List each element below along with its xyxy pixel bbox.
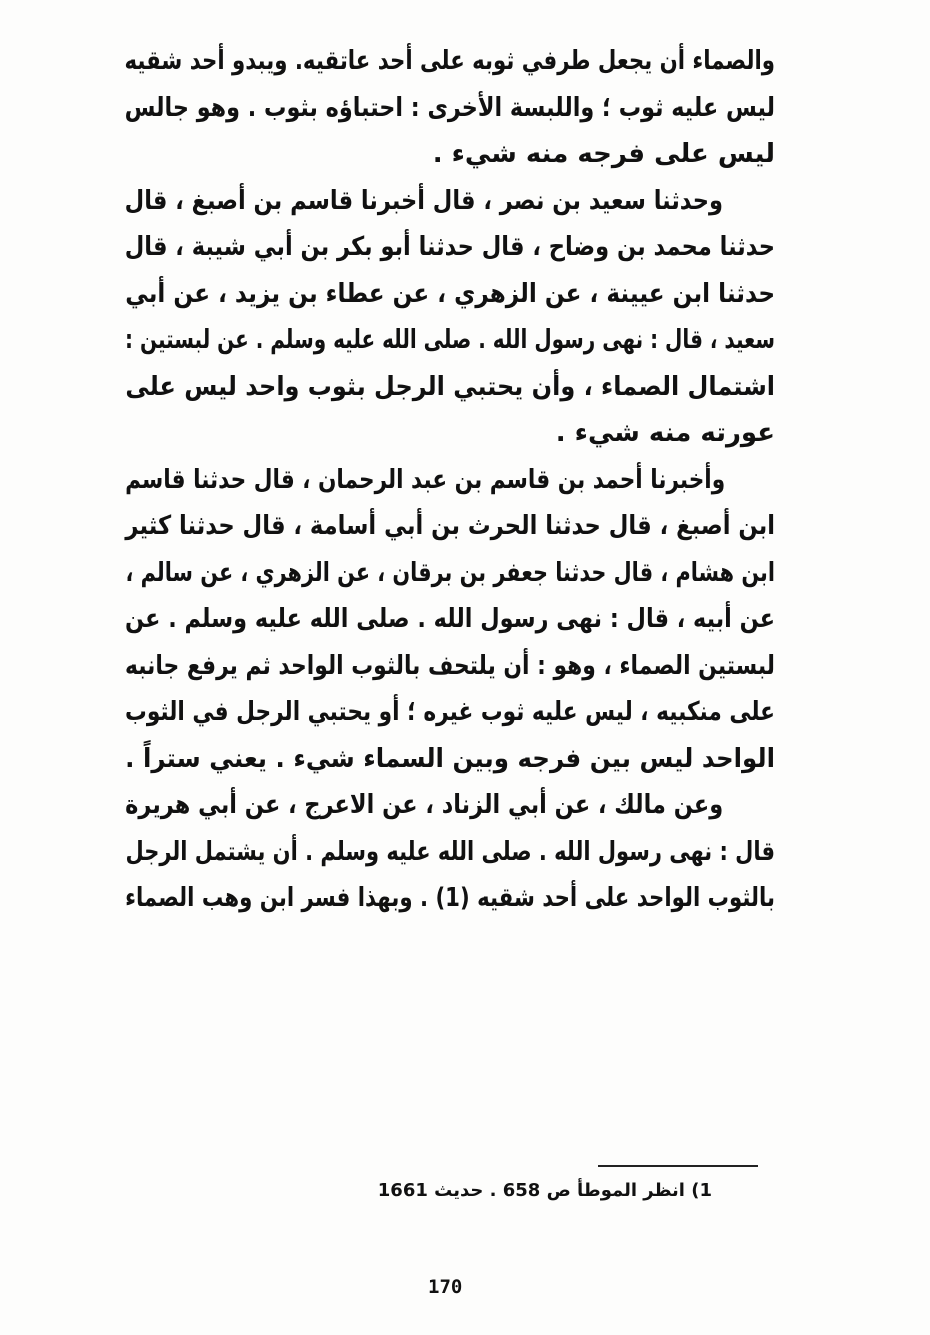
text-line: وأخبرنا أحمد بن قاسم بن عبد الرحمان ، قال حدثنا قاسم xyxy=(125,464,726,495)
main-text xyxy=(125,38,775,922)
text-line: بالثوب الواحد على أحد شقيه (1) . وبهذا فسر ابن وهب الصماء xyxy=(125,883,775,913)
paragraph-1 xyxy=(125,38,775,178)
text-line: الواحد ليس بين فرجه وبين السماء شيء . يعني ستراً . xyxy=(125,743,776,774)
text-line: عورته منه شيء . xyxy=(555,418,775,448)
text-line: عن أبيه ، قال : نهى رسول الله . صلى الله عليه وسلم . عن xyxy=(125,604,776,634)
text-line: ابن أصبغ ، قال حدثنا الحرث بن أبي أسامة ، قال حدثنا كثير xyxy=(125,511,775,541)
page-number: 170 xyxy=(428,1276,463,1298)
text-line: قال : نهى رسول الله . صلى الله عليه وسلم . أن يشتمل الرجل xyxy=(125,836,776,867)
paragraph-3 xyxy=(125,457,775,783)
footnote-divider xyxy=(598,1165,758,1167)
text-line: وحدثنا سعيد بن نصر ، قال أخبرنا قاسم بن أصبغ ، قال xyxy=(124,185,724,216)
text-line: لبستين الصماء ، وهو : أن يلتحف بالثوب الواحد ثم يرفع جانبه xyxy=(124,650,776,681)
text-line: على منكبيه ، ليس عليه ثوب غيره ؛ أو يحتبي الرجل في الثوب xyxy=(125,697,776,727)
text-line: ليس على فرجه منه شيء . xyxy=(432,139,775,169)
text-line: حدثنا محمد بن وضاح ، قال حدثنا أبو بكر بن أبي شيبة ، قال xyxy=(124,232,775,262)
text-line: سعيد ، قال : نهى رسول الله . صلى الله عليه وسلم . عن لبستين : xyxy=(125,325,775,355)
text-line: ليس عليه ثوب ؛ واللبسة الأخرى : احتباؤه بثوب . وهو جالس xyxy=(124,92,775,123)
text-line: حدثنا ابن عيينة ، عن الزهري ، عن عطاء بن يزيد ، عن أبي xyxy=(125,278,775,309)
footnote: 1) انظر الموطأ ص 658 . حديث 1661 xyxy=(377,1180,712,1201)
text-line: وعن مالك ، عن أبي الزناد ، عن الاعرج ، عن أبي هريرة xyxy=(125,790,724,820)
paragraph-2 xyxy=(125,178,775,457)
paragraph-4 xyxy=(125,782,775,922)
text-line: ابن هشام ، قال حدثنا جعفر بن برقان ، عن الزهري ، عن سالم ، xyxy=(125,557,775,588)
text-line: اشتمال الصماء ، وأن يحتبي الرجل بثوب واحد ليس على xyxy=(125,371,775,402)
text-line: والصماء أن يجعل طرفي ثوبه على أحد عاتقيه. ويبدو أحد شقيه xyxy=(124,46,776,76)
